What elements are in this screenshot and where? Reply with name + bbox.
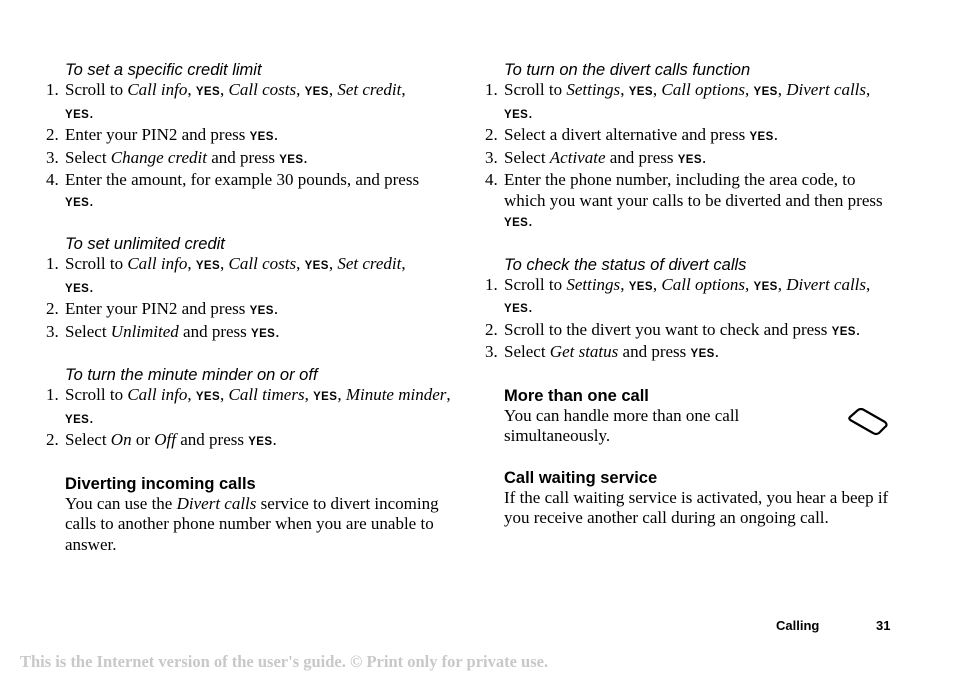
yes-key-label: YES	[65, 108, 90, 121]
heading-diverting-incoming-calls: Diverting incoming calls	[65, 474, 256, 493]
list-item: 3. Select Unlimited and press YES.	[46, 321, 280, 341]
yes-key-label: YES	[628, 280, 653, 293]
yes-key-label: YES	[304, 86, 329, 98]
footer-notice: This is the Internet version of the user's guide. © Print only for private use.	[20, 652, 549, 671]
steps-minute-minder	[46, 385, 458, 453]
yes-key-label: YES	[753, 86, 778, 98]
yes-key-label: YES	[749, 131, 774, 143]
list-item: 1. Scroll to Call info, YES, Call timers, YES, Minute minder, YES.	[46, 385, 451, 427]
list-item: 3. Select Change credit and press YES.	[46, 147, 308, 167]
list-item: 2. Enter your PIN2 and press YES.	[46, 125, 279, 144]
yes-key-label: YES	[65, 413, 90, 426]
list-item: 2. Select On or Off and press YES.	[46, 430, 277, 449]
list-item: 1. Scroll to Settings, YES, Call options, YES, Divert calls, YES.	[485, 80, 871, 122]
steps-check-divert-status	[485, 275, 895, 365]
page-number: 31	[876, 618, 891, 633]
yes-key-label: YES	[504, 108, 529, 121]
yes-key-label: YES	[753, 280, 778, 293]
list-item: 1. Scroll to Settings, YES, Call options, YES, Divert calls, YES.	[485, 274, 871, 316]
yes-key-label: YES	[677, 153, 702, 166]
yes-key-label: YES	[249, 305, 274, 317]
yes-key-label: YES	[504, 303, 529, 315]
footer-section-name: Calling	[776, 618, 820, 633]
yes-key-label: YES	[248, 436, 273, 448]
list-item: 3. Select Activate and press YES.	[485, 147, 707, 167]
yes-key-label: YES	[65, 282, 90, 295]
heading-more-than-one-call: More than one call	[504, 386, 649, 405]
left-column	[46, 60, 458, 555]
list-item: 2. Scroll to the divert you want to check and press YES.	[485, 319, 861, 339]
more-than-one-call-section	[485, 386, 895, 447]
yes-key-label: YES	[65, 196, 90, 209]
yes-key-label: YES	[628, 86, 653, 98]
yes-key-label: YES	[690, 348, 715, 360]
paragraph-more-than-one-call: You can handle more than one call simultaneously.	[504, 405, 740, 445]
list-item: 2. Enter your PIN2 and press YES.	[46, 299, 279, 318]
heading-set-specific-credit-limit: To set a specific credit limit	[65, 61, 262, 79]
steps-set-specific-credit-limit	[46, 80, 458, 213]
yes-key-label: YES	[831, 325, 856, 338]
list-item: 3. Select Get status and press YES.	[485, 342, 719, 361]
list-item: 1. Scroll to Call info, YES, Call costs, YES, Set credit, YES.	[46, 254, 406, 296]
yes-key-label: YES	[195, 391, 221, 403]
yes-key-label: YES	[249, 131, 274, 143]
steps-turn-on-divert	[485, 80, 895, 234]
list-item: 1. Scroll to Call info, YES, Call costs, YES, Set credit, YES.	[46, 80, 406, 122]
heading-turn-on-divert: To turn on the divert calls function	[504, 61, 751, 79]
list-item: 2. Select a divert alternative and press YES.	[485, 125, 778, 144]
list-item: 4. Enter the phone number, including the area code, to which you want your calls to be diverted and then press YES.	[485, 170, 883, 230]
paragraph-diverting-incoming-calls: You can use the Divert calls service to divert incoming calls to another phone number when you are unable to answer.	[65, 493, 439, 554]
yes-key-label: YES	[251, 327, 276, 340]
heading-set-unlimited-credit: To set unlimited credit	[65, 235, 225, 253]
paragraph-call-waiting-service: If the call waiting service is activated, you hear a beep if you receive another call during an ongoing call.	[504, 487, 889, 527]
heading-check-divert-status: To check the status of divert calls	[504, 255, 747, 274]
steps-set-unlimited-credit	[46, 254, 458, 344]
yes-key-label: YES	[313, 391, 338, 403]
heading-minute-minder: To turn the minute minder on or off	[65, 366, 318, 384]
right-column	[485, 60, 895, 529]
handset-icon	[847, 408, 889, 436]
heading-call-waiting-service: Call waiting service	[504, 468, 658, 487]
yes-key-label: YES	[195, 86, 221, 98]
list-item: 4. Enter the amount, for example 30 pounds, and press YES.	[46, 170, 420, 210]
yes-key-label: YES	[279, 153, 304, 166]
yes-key-label: YES	[504, 217, 529, 229]
yes-key-label: YES	[304, 260, 329, 272]
yes-key-label: YES	[195, 260, 221, 272]
